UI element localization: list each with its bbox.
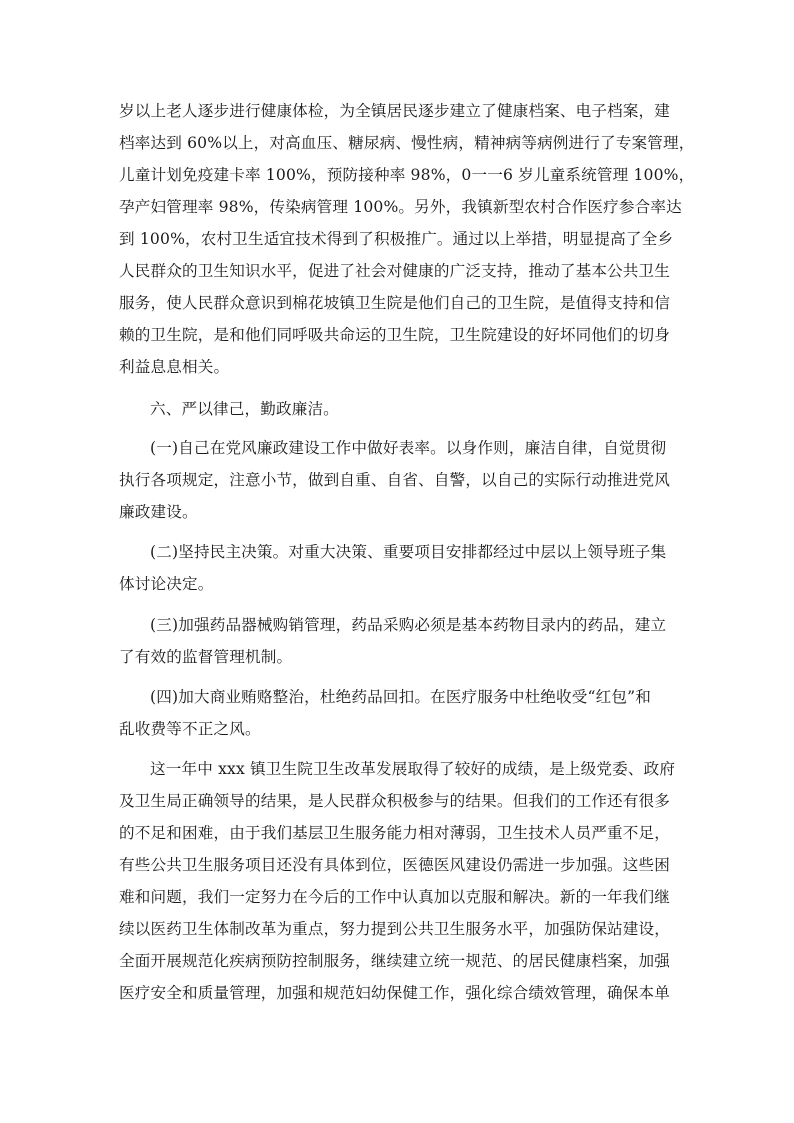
paragraph-1-line-7: 服务，使人民群众意识到棉花坡镇卫生院是他们自己的卫生院，是值得支持和信 [119, 294, 671, 312]
paragraph-5-line-2: 乱收费等不正之风。 [119, 720, 261, 738]
paragraph-6-line-8: 医疗安全和质量管理，加强和规范妇幼保健工作，强化综合绩效管理，确保本单 [119, 984, 671, 1002]
paragraph-2-line-3: 廉政建设。 [119, 503, 198, 521]
paragraph-4-line-1: (三)加强药品器械购销管理，药品采购必须是基本药物目录内的药品，建立 [150, 616, 667, 634]
paragraph-6-line-3: 的不足和困难，由于我们基层卫生服务能力相对薄弱，卫生技术人员严重不足， [119, 824, 671, 842]
paragraph-1-line-8: 赖的卫生院，是和他们同呼吸共命运的卫生院，卫生院建设的好坏同他们的切身 [119, 326, 671, 344]
paragraph-6-line-6: 续以医药卫生体制改革为重点，努力提到公共卫生服务水平，加强防保站建设， [119, 920, 671, 938]
paragraph-1-line-3: 儿童计划免疫建卡率 100%，预防接种率 98%，0一一6 岁儿童系统管理 100%， [119, 166, 695, 184]
paragraph-1-line-9: 利益息息相关。 [119, 358, 230, 376]
paragraph-6-line-7: 全面开展规范化疾病预防控制服务，继续建立统一规范、的居民健康档案，加强 [119, 952, 671, 970]
paragraph-4-line-2: 了有效的监督管理机制。 [119, 648, 293, 666]
paragraph-1-line-6: 人民群众的卫生知识水平，促进了社会对健康的广泛支持，推动了基本公共卫生 [119, 262, 671, 280]
paragraph-6-line-4: 有些公共卫生服务项目还没有具体到位，医德医风建设仍需进一步加强。这些困 [119, 856, 671, 874]
paragraph-2-line-1: (一)自己在党风廉政建设工作中做好表率。以身作则，廉洁自律，自觉贯彻 [150, 439, 667, 457]
paragraph-1-line-4: 孕产妇管理率 98%，传染病管理 100%。另外，我镇新型农村合作医疗参合率达 [119, 198, 682, 216]
paragraph-1-line-2: 档率达到 60%以上，对高血压、糖尿病、慢性病，精神病等病例进行了专案管理， [119, 134, 695, 152]
paragraph-2-line-2: 执行各项规定，注意小节，做到自重、自省、自警，以自己的实际行动推进党风 [119, 471, 671, 489]
paragraph-6-line-2: 及卫生局正确领导的结果，是人民群众积极参与的结果。但我们的工作还有很多 [119, 792, 671, 810]
paragraph-3-line-2: 体讨论决定。 [119, 575, 214, 593]
paragraph-3-line-1: (二)坚持民主决策。对重大决策、重要项目安排都经过中层以上领导班子集 [150, 543, 667, 561]
paragraph-6-line-1: 这一年中 xxx 镇卫生院卫生改革发展取得了较好的成绩，是上级党委、政府 [150, 760, 676, 778]
paragraph-1-line-5: 到 100%，农村卫生适宜技术得到了积极推广。通过以上举措，明显提高了全乡 [119, 230, 674, 248]
section-heading: 六、严以律己，勤政廉洁。 [150, 400, 339, 418]
paragraph-5-line-1: (四)加大商业贿赂整治，杜绝药品回扣。在医疗服务中杜绝收受“红包”和 [150, 688, 652, 706]
paragraph-6-line-5: 难和问题，我们一定努力在今后的工作中认真加以克服和解决。新的一年我们继 [119, 888, 671, 906]
paragraph-1-line-1: 岁以上老人逐步进行健康体检，为全镇居民逐步建立了健康档案、电子档案，建 [119, 102, 671, 120]
